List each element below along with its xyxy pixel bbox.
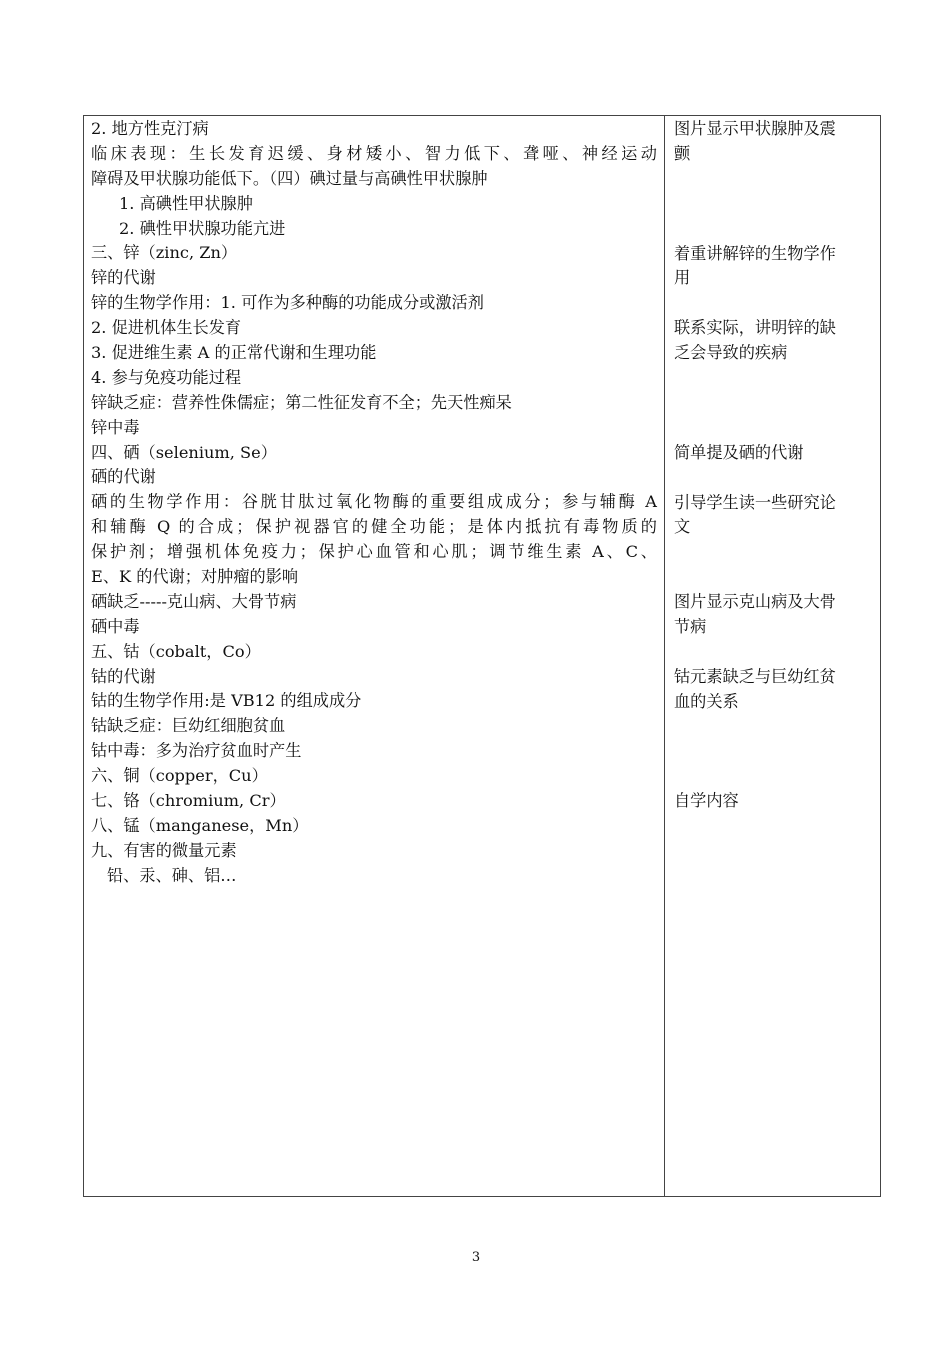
content-line: 硒缺乏-----克山病、大骨节病 xyxy=(91,591,297,611)
content-line: 锌中毒 xyxy=(91,417,140,437)
section-heading-zinc: 三、锌（zinc, Zn） xyxy=(91,243,238,263)
note-line: 用 xyxy=(674,268,691,288)
content-line: 铅、汞、砷、铝… xyxy=(107,865,237,885)
note-line: 血的关系 xyxy=(674,691,739,711)
content-line: 3. 促进维生素 A 的正常代谢和生理功能 xyxy=(91,343,377,363)
note-line: 着重讲解锌的生物学作 xyxy=(674,243,836,263)
note-line: 简单提及硒的代谢 xyxy=(674,442,804,462)
teaching-note xyxy=(674,441,874,466)
column-divider xyxy=(664,116,665,1196)
teaching-note xyxy=(674,491,874,541)
note-line: 钴元素缺乏与巨幼红贫 xyxy=(674,666,836,686)
content-line: 障碍及甲状腺功能低下。（四）碘过量与高碘性甲状腺肿 xyxy=(91,168,488,188)
teaching-note xyxy=(674,590,874,640)
teaching-note xyxy=(674,316,874,366)
content-column xyxy=(91,117,657,889)
note-line: 自学内容 xyxy=(674,791,739,811)
content-line: 硒的代谢 xyxy=(91,467,156,487)
content-line: 锌的代谢 xyxy=(91,268,156,288)
section-heading-chromium: 七、铬（chromium, Cr） xyxy=(91,791,286,811)
content-line: 硒的生物学作用：谷胱甘肽过氧化物酶的重要组成成分；参与辅酶 A xyxy=(91,492,657,512)
content-line: 钴缺乏症：巨幼红细胞贫血 xyxy=(91,716,286,736)
content-line: 2. 促进机体生长发育 xyxy=(91,318,242,338)
content-line: 2. 地方性克汀病 xyxy=(91,119,209,138)
section-heading-manganese: 八、锰（manganese，Mn） xyxy=(91,815,309,835)
content-line: 2. 碘性甲状腺功能亢进 xyxy=(119,218,286,238)
note-line: 图片显示甲状腺肿及震 xyxy=(674,119,836,138)
content-line: 临床表现：生长发育迟缓、身材矮小、智力低下、聋哑、神经运动 xyxy=(91,143,657,163)
content-line: E、K 的代谢；对肿瘤的影响 xyxy=(91,567,299,587)
content-line: 4. 参与免疫功能过程 xyxy=(91,367,242,387)
note-line: 乏会导致的疾病 xyxy=(674,343,788,363)
content-line: 钴中毒：多为治疗贫血时产生 xyxy=(91,741,302,761)
teaching-note xyxy=(674,789,874,814)
note-line: 颤 xyxy=(674,143,691,163)
note-line: 图片显示克山病及大骨 xyxy=(674,592,836,612)
content-line: 1. 高碘性甲状腺肿 xyxy=(119,193,253,213)
content-line: 锌缺乏症：营养性侏儒症；第二性征发育不全；先天性痴呆 xyxy=(91,392,512,412)
teaching-note xyxy=(674,117,874,167)
note-line: 联系实际，讲明锌的缺 xyxy=(674,318,836,338)
section-heading-cobalt: 五、钴（cobalt，Co） xyxy=(91,641,261,661)
teaching-note xyxy=(674,242,874,292)
content-line: 锌的生物学作用：1. 可作为多种酶的功能成分或激活剂 xyxy=(91,293,484,313)
page-number: 3 xyxy=(471,1250,481,1265)
content-line: 钴的生物学作用:是 VB12 的组成成分 xyxy=(91,691,362,711)
note-line: 文 xyxy=(674,517,691,537)
content-line: 钴的代谢 xyxy=(91,666,156,686)
teaching-note xyxy=(674,665,874,715)
section-heading-selenium: 四、硒（selenium, Se） xyxy=(91,442,277,462)
section-heading-copper: 六、铜（copper，Cu） xyxy=(91,766,268,786)
note-line: 引导学生读一些研究论 xyxy=(674,492,836,512)
content-line: 硒中毒 xyxy=(91,616,140,636)
lesson-plan-table xyxy=(83,115,881,1197)
note-line: 节病 xyxy=(674,616,707,636)
content-line: 保护剂；增强机体免疫力；保护心血管和心肌；调节维生素 A、C、 xyxy=(91,542,657,562)
section-heading-harmful-elements: 九、有害的微量元素 xyxy=(91,840,237,860)
content-line: 和辅酶 Q 的合成；保护视器官的健全功能；是体内抵抗有毒物质的 xyxy=(91,517,657,537)
